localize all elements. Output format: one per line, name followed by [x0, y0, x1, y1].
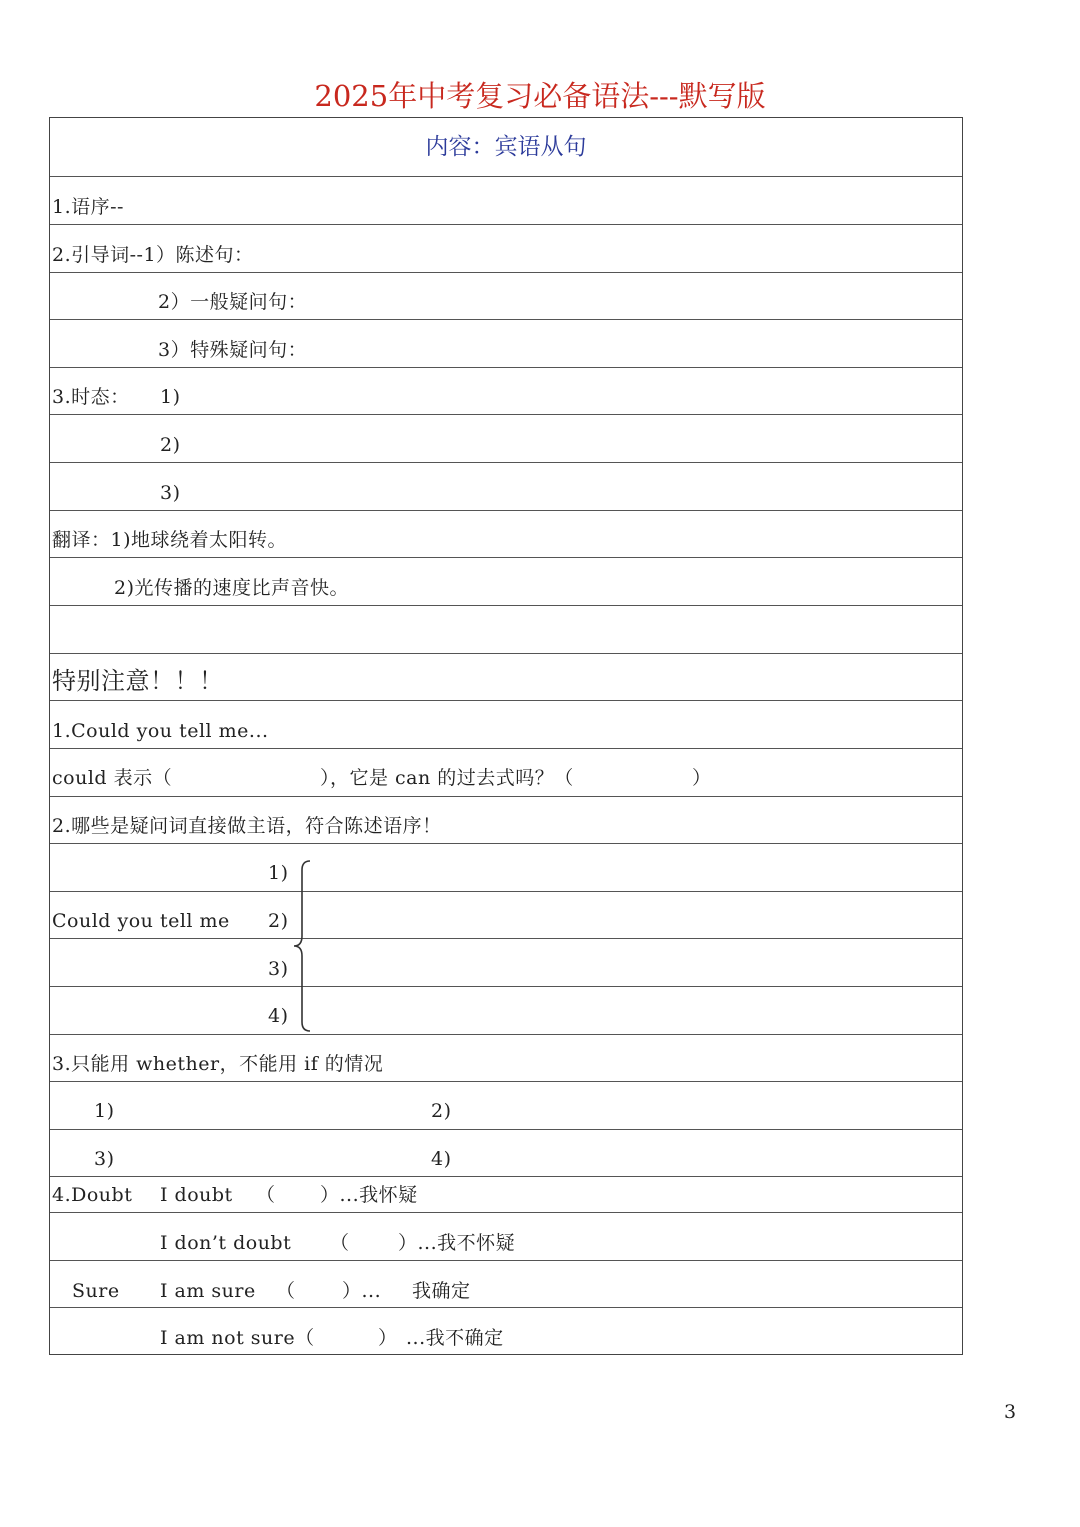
row-could-you: 1.Could you tell me...: [52, 720, 269, 742]
row-i-am-sure-meaning: 我确定: [412, 1280, 471, 1302]
row-divider: [50, 700, 962, 701]
row-divider: [50, 510, 962, 511]
row-divider: [50, 176, 962, 177]
row-could-meaning-mid: ），它是 can 的过去式吗？（: [320, 767, 574, 789]
row-wh-question: 3）特殊疑问句：: [158, 339, 308, 361]
row-could-meaning: could 表示（: [52, 767, 173, 789]
row-whether-only: 3.只能用 whether，不能用 if 的情况: [52, 1053, 384, 1075]
row-tense-label: 3.时态：: [52, 386, 130, 408]
row-divider: [50, 319, 962, 320]
row-special-note: 特别注意！！！: [52, 667, 224, 695]
row-word-order: 1.语序--: [52, 196, 124, 218]
row-i-doubt-open: （: [256, 1184, 276, 1206]
row-translation-1: 翻译：1)地球绕着太阳转。: [52, 529, 288, 551]
row-i-am-not-sure-close: ）: [378, 1327, 398, 1349]
row-divider: [50, 1081, 962, 1082]
row-divider: [50, 414, 962, 415]
row-divider: [50, 843, 962, 844]
row-divider: [50, 1260, 962, 1261]
row-divider: [50, 938, 962, 939]
row-divider: [50, 653, 962, 654]
row-tense-3: 3): [160, 482, 181, 504]
row-divider: [50, 462, 962, 463]
row-divider: [50, 557, 962, 558]
row-divider: [50, 748, 962, 749]
row-i-dont-doubt-close: ）...我不怀疑: [398, 1232, 516, 1254]
row-divider: [50, 986, 962, 987]
row-whether-1: 1): [94, 1100, 115, 1122]
row-i-am-not-sure-meaning: ...我不确定: [406, 1327, 504, 1349]
row-i-am-sure: I am sure: [160, 1280, 256, 1302]
row-divider: [50, 272, 962, 273]
row-divider: [50, 1176, 962, 1177]
row-subject-4: 4): [268, 1005, 289, 1027]
row-subject-3: 3): [268, 958, 289, 980]
row-question-word-subject: 2.哪些是疑问词直接做主语，符合陈述语序！: [52, 815, 442, 837]
row-could-meaning-end: ）: [692, 767, 712, 789]
row-i-am-sure-open: （: [276, 1280, 296, 1302]
row-sure-label: Sure: [72, 1280, 120, 1302]
row-doubt-label: 4.Doubt: [52, 1184, 133, 1206]
row-tense-1: 1): [160, 386, 181, 408]
document-title: 2025年中考复习必备语法---默写版: [314, 79, 766, 113]
row-subject-1: 1): [268, 862, 289, 884]
row-i-dont-doubt: I don’t doubt: [160, 1232, 292, 1254]
row-subject-2: 2): [268, 910, 289, 932]
row-divider: [50, 891, 962, 892]
row-divider: [50, 1129, 962, 1130]
row-yes-no-question: 2）一般疑问句：: [158, 291, 308, 313]
row-divider: [50, 796, 962, 797]
row-translation-2: 2)光传播的速度比声音快。: [114, 577, 350, 599]
row-whether-2: 2): [431, 1100, 452, 1122]
row-divider: [50, 367, 962, 368]
row-divider: [50, 605, 962, 606]
row-divider: [50, 1034, 962, 1035]
curly-brace: [292, 860, 316, 1032]
row-i-am-sure-close: ）...: [342, 1280, 382, 1302]
row-i-doubt: I doubt: [160, 1184, 233, 1206]
row-connectives: 2.引导词--1）陈述句：: [52, 244, 254, 266]
row-divider: [50, 1212, 962, 1213]
row-could-you-tell-me: Could you tell me: [52, 910, 230, 932]
table-header: 内容：宾语从句: [425, 134, 587, 160]
row-tense-2: 2): [160, 434, 181, 456]
grammar-table: [49, 117, 963, 1355]
row-whether-4: 4): [431, 1148, 452, 1170]
row-divider: [50, 1307, 962, 1308]
row-divider: [50, 224, 962, 225]
row-whether-3: 3): [94, 1148, 115, 1170]
page-number: 3: [1004, 1401, 1017, 1423]
row-i-dont-doubt-open: （: [330, 1232, 350, 1254]
row-i-am-not-sure: I am not sure（: [160, 1327, 315, 1349]
row-i-doubt-close: ）...我怀疑: [320, 1184, 418, 1206]
